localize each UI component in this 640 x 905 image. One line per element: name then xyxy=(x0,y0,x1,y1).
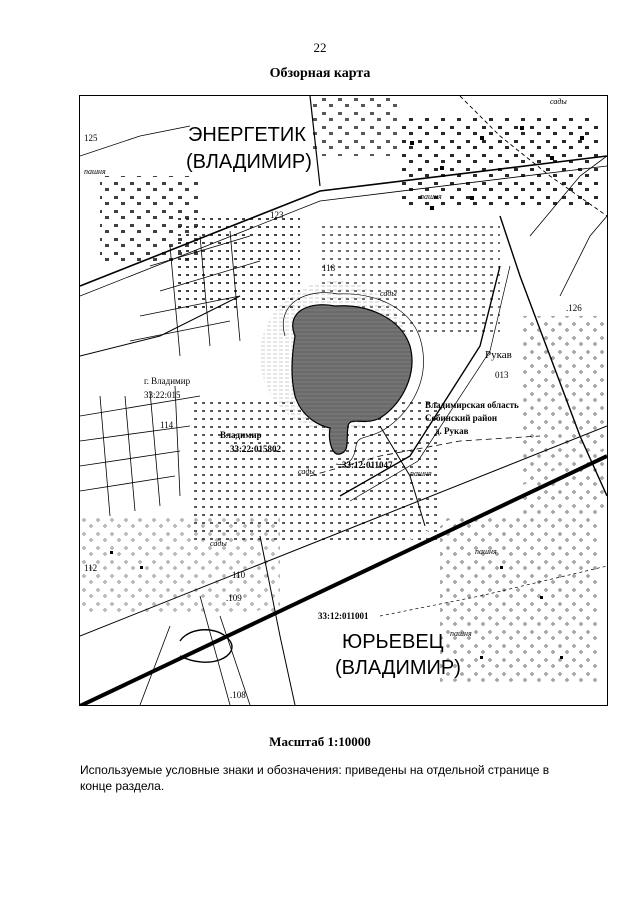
place-energetik: ЭНЕРГЕТИК xyxy=(188,124,306,146)
vladimir-code: 33:22:015802 xyxy=(230,444,281,454)
overview-map xyxy=(79,95,608,706)
landuse-label: пашня xyxy=(410,469,432,478)
page-number: 22 xyxy=(313,40,327,55)
city-code: 33:22:015 xyxy=(144,390,181,400)
landuse-label: сады xyxy=(210,539,227,548)
height-label: 112 xyxy=(84,563,98,573)
place-rukav: Рукав xyxy=(485,349,512,361)
map-canvas xyxy=(80,96,607,705)
vladimir-label: Владимир xyxy=(220,430,262,440)
legend-note: Используемые условные знаки и обозначения: приведены на отдельной странице в конце раздела. xyxy=(80,763,550,793)
region-label-2: Собинский район xyxy=(425,413,498,423)
height-label: 125 xyxy=(84,133,98,143)
scale-label: Масштаб 1:10000 xyxy=(269,734,371,749)
landuse-label: пашня xyxy=(420,192,442,201)
landuse-label: сады xyxy=(298,467,315,476)
height-label: 110 xyxy=(232,570,246,580)
landuse-label: сады xyxy=(380,289,397,298)
parcel-code-011001: 33:12:011001 xyxy=(318,611,369,621)
height-label: 114 xyxy=(160,420,174,430)
height-label: 118 xyxy=(322,263,336,273)
height-label: .108 xyxy=(230,690,246,700)
place-yurevets-sub: (ВЛАДИМИР) xyxy=(335,657,461,679)
region-label-3: д. Рукав xyxy=(435,426,469,436)
landuse-label: пашня xyxy=(450,629,472,638)
page-title: Обзорная карта xyxy=(269,66,371,81)
height-label: .109 xyxy=(226,593,242,603)
place-energetik-sub: (ВЛАДИМИР) xyxy=(186,151,312,173)
landuse-label: пашня xyxy=(84,167,106,176)
region-label-1: Владимирская область xyxy=(425,400,519,410)
height-label: 123 xyxy=(270,210,284,220)
place-rukav-code: 013 xyxy=(495,370,509,380)
place-yurevets: ЮРЬЕВЕЦ xyxy=(342,631,444,653)
city-label: г. Владимир xyxy=(144,376,191,386)
landuse-label: пашня xyxy=(475,547,497,556)
landuse-label: сады xyxy=(550,97,567,106)
parcel-code-011047: 33:12:011047 xyxy=(342,460,393,470)
height-label: .126 xyxy=(566,303,582,313)
